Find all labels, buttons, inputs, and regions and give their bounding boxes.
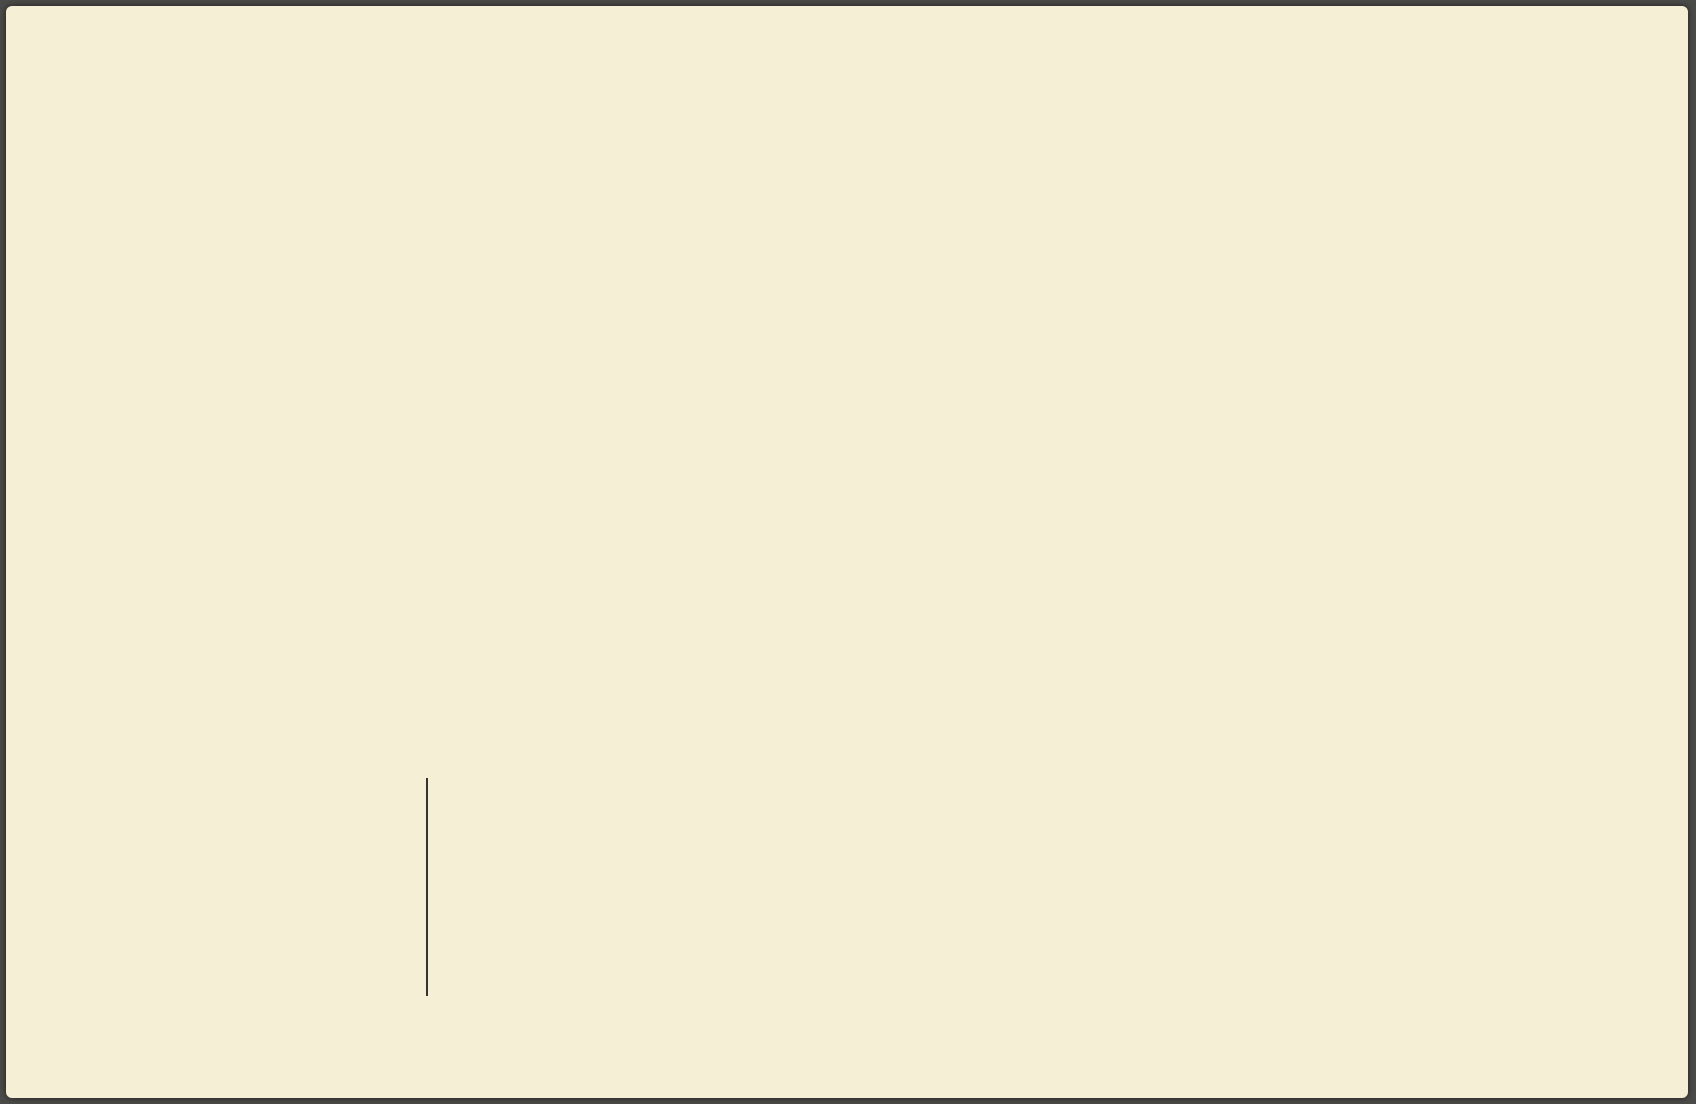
postcard	[6, 6, 1688, 1098]
page-title	[736, 674, 1426, 754]
payout-divider	[426, 778, 428, 996]
instructions-heading	[1136, 581, 1164, 981]
roulette-wheel	[116, 46, 756, 686]
betting-table	[766, 26, 1466, 626]
